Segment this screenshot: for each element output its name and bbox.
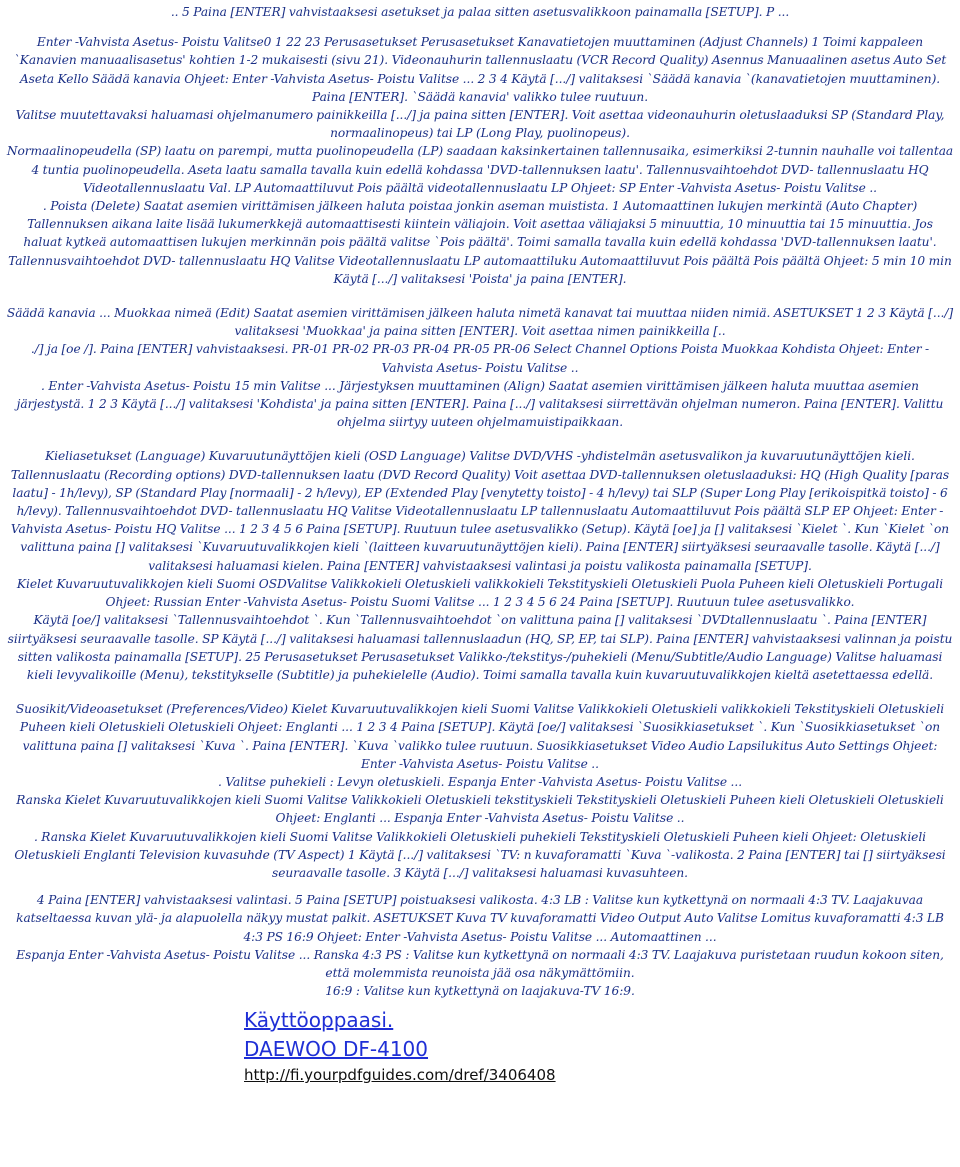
manual-title-link[interactable]: Käyttöoppaasi. <box>244 1008 394 1032</box>
paragraph-9: . Enter -Vahvista Asetus- Poistu 15 min Valitse ... Järjestyksen muuttaminen (Align) Saatat asemien virittämisen jälkeen haluta muuttaa asemien järjestystä. 1 2 3 Käytä [.../] valitaksesi 'Kohdista' ja paina sitten [ENTER]. Paina [.../] valitaksesi siirrettävän ohjelman numeron. Paina [ENTER]. Valittu ohjelma siirtyy uuteen ohjelmamuistipaikkaan. <box>16 378 944 430</box>
paragraph-8: ./] ja [oe /]. Paina [ENTER] vahvistaaksesi. PR-01 PR-02 PR-03 PR-04 PR-05 PR-06 Select Channel Options Poista Muokkaa Kohdista Ohjeet: Enter -Vahvista Asetus- Poistu Valitse .. <box>30 342 930 375</box>
paragraph-18: Espanja Enter -Vahvista Asetus- Poistu Valitse ... Ranska 4:3 PS : Valitse kun kytkettynä on normaali 4:3 TV. Laajakuva puristetaan ruudun kokoon siten, että molemmista reunoista jää osa näkymättömiin. <box>16 947 944 980</box>
paragraph-13: Suosikit/Videoasetukset (Preferences/Video) Kielet Kuvaruutuvalikkojen kieli Suomi Valitse Valikkokieli Oletuskieli valikkokieli Tekstityskieli Oletuskieli Puheen kieli Oletuskieli Oletuskieli Ohjeet: Englanti ... 1 2 3 4 Paina [SETUP]. Käytä [oe/] valitaksesi `Suosikkiasetukset `. Kun `Suosikkiasetukset `on valittuna paina [] valitaksesi `Kuva `. Paina [ENTER]. `Kuva `valikko tulee ruutuun. Suosikkiasetukset Video Audio Lapsilukitus Auto Settings Ohjeet: Enter -Vahvista Asetus- Poistu Valitse .. <box>15 702 945 771</box>
source-url-link[interactable]: http://fi.yourpdfguides.com/dref/3406408 <box>244 1066 556 1084</box>
paragraph-14: . Valitse puhekieli : Levyn oletuskieli. Espanja Enter -Vahvista Asetus- Poistu Valitse ... <box>217 774 743 789</box>
paragraph-1: .. 5 Paina [ENTER] vahvistaaksesi asetukset ja palaa sitten asetusvalikkoon painamalla [SETUP]. P ... <box>170 5 790 19</box>
paragraph-6: Tallennusvaihtoehdot DVD- tallennuslaatu HQ Valitse Videotallennuslaatu LP automaattiluku Automaattiluvut Pois päältä Pois päältä Ohjeet: 5 min 10 min Käytä [.../] valitaksesi 'Poista' ja paina [ENTER]. <box>8 253 952 286</box>
paragraph-17: 4 Paina [ENTER] vahvistaaksesi valintasi. 5 Paina [SETUP] poistuaksesi valikosta. 4:3 LB : Valitse kun kytkettynä on normaali 4:3 TV. Laajakuvaa katseltaessa kuvan ylä- ja alapuolella näkyy mustat palkit. ASETUKSET Kuva TV kuvaforamatti Video Output Auto Valitse Lomitus kuvaforamatti 4:3 LB 4:3 PS 16:9 Ohjeet: Enter -Vahvista Asetus- Poistu Valitse ... Automaattinen ... <box>16 893 944 944</box>
paragraph-16: . Ranska Kielet Kuvaruutuvalikkojen kieli Suomi Valitse Valikkokieli Oletuskieli puhekieli Tekstityskieli Oletuskieli Puheen kieli Ohjeet: Oletuskieli Oletuskieli Englanti Television kuvasuhde (TV Aspect) 1 Käytä [.../] valitaksesi `TV: n kuvaforamatti `Kuva `-valikosta. 2 Paina [ENTER] tai [] siirtyäksesi seuraavalle tasolle. 3 Käytä [.../] valitaksesi haluamasi kuvasuhteen. <box>14 829 946 880</box>
paragraph-12: Käytä [oe/] valitaksesi `Tallennusvaihtoehdot `. Kun `Tallennusvaihtoehdot `on valittuna paina [] valitaksesi `DVDtallennuslaatu `. Paina [ENTER] siirtyäksesi seuraavalle tasolle. SP Käytä [.../] valitaksesi haluamasi tallennuslaadun (HQ, SP, EP, tai SLP). Paina [ENTER] vahvistaaksesi valinnan ja poistu sitten valikosta painamalla [SETUP]. 25 Perusasetukset Perusasetukset Valikko-/tekstitys-/puhekieli (Menu/Subtitle/Audio Language) Valitse haluamasi kieli levyvalikoille (Menu), tekstitykselle (Subtitle) ja puhekielelle (Audio). Toimi samalla tavalla kuin kuvaruutuvalikkojen kieltä asetettaessa edellä. <box>7 613 953 682</box>
paragraph-15: Ranska Kielet Kuvaruutuvalikkojen kieli Suomi Valitse Valikkokieli Oletuskieli tekstityskieli Tekstityskieli Oletuskieli Puheen kieli Oletuskieli Oletuskieli Ohjeet: Englanti ... Espanja Enter -Vahvista Asetus- Poistu Valitse .. <box>16 793 944 826</box>
paragraph-11: Kielet Kuvaruutuvalikkojen kieli Suomi OSDValitse Valikkokieli Oletuskieli valikkokieli Tekstityskieli Oletuskieli Puola Puheen kieli Oletuskieli Portugali Ohjeet: Russian Enter -Vahvista Asetus- Poistu Suomi Valitse ... 1 2 3 4 5 6 24 Paina [SETUP]. Ruutuun tulee asetusvalikko. <box>16 576 944 610</box>
paragraph-7: Säädä kanavia ... Muokkaa nimeä (Edit) Saatat asemien virittämisen jälkeen haluta nimetä kanavat tai muuttaa niiden nimiä. ASETUKSET 1 2 3 Käytä [.../] valitaksesi 'Muokkaa' ja paina sitten [ENTER]. Voit asettaa nimen painikkeilla [.. <box>6 306 954 339</box>
model-link[interactable]: DAEWOO DF-4100 <box>244 1037 429 1061</box>
paragraph-19: 16:9 : Valitse kun kytkettynä on laajakuva-TV 16:9. <box>325 984 635 999</box>
paragraph-10: Kieliasetukset (Language) Kuvaruutunäyttöjen kieli (OSD Language) Valitse DVD/VHS -yhdistelmän asetusvalikon ja kuvaruutunäyttöjen kieli. Tallennuslaatu (Recording options) DVD-tallennuksen laatu (DVD Record Quality) Voit asettaa DVD-tallennuksen oletuslaaduksi: HQ (High Quality [paras laatu] - 1h/levy), SP (Standard Play [normaali] - 2 h/levy), EP (Extended Play [venytetty toisto] - 4 h/levy) tai SLP (Super Long Play [erikoispitkä toisto] - 6 h/levy). Tallennusvaihtoehdot DVD- tallennuslaatu HQ Valitse Videotallennuslaatu LP tallennuslaatu Automaattiluvut Pois päältä SLP EP Ohjeet: Enter -Vahvista Asetus- Poistu HQ Valitse ... 1 2 3 4 5 6 Paina [SETUP]. Ruutuun tulee asetusvalikko (Setup). Käytä [oe] ja [] valitaksesi `Kielet `. Kun `Kielet `on valittuna paina [] valitaksesi `Kuvaruutuvalikkojen kieli `(laitteen kuvaruutunäyttöjen kieli). Paina [ENTER] siirtyäksesi seuraavalle tasolle. Käytä [.../] valitaksesi haluamasi kielen. Paina [ENTER] vahvistaaksesi valintasi ja poistu valikosta painamalla [SETUP]. <box>10 449 950 573</box>
paragraph-3: Valitse muutettavaksi haluamasi ohjelmanumero painikkeilla [.../] ja paina sitten [ENTER]. Voit asettaa videonauhurin oletuslaaduksi SP (Standard Play, normaalinopeus) tai LP (Long Play, puolinopeus). <box>15 108 945 141</box>
paragraph-2: Enter -Vahvista Asetus- Poistu Valitse0 1 22 23 Perusasetukset Perusasetukset Kanavatietojen muuttaminen (Adjust Channels) 1 Toimi kappaleen `Kanavien manuaalisasetus' kohtien 1-2 mukaisesti (sivu 21). Videonauhurin tallennuslaatu (VCR Record Quality) Asennus Manuaalinen asetus Auto Set Aseta Kello Säädä kanavia Ohjeet: Enter -Vahvista Asetus- Poistu Valitse ... 2 3 4 Käytä [.../] valitaksesi `Säädä kanavia `(kanavatietojen muuttaminen). Paina [ENTER]. `Säädä kanavia' valikko tulee ruutuun. <box>13 35 947 104</box>
paragraph-5: . Poista (Delete) Saatat asemien virittämisen jälkeen haluta poistaa jonkin aseman muistista. 1 Automaattinen lukujen merkintä (Auto Chapter) Tallennuksen aikana laite lisää lukumerkkejä automaattisesti kiintein väliajoin. Voit asettaa väliajaksi 5 minuuttia, 10 minuuttia tai 15 minuuttia. Jos haluat kytkeä automaattisen lukujen merkinnän pois päältä valitse `Pois päältä'. Toimi samalla tavalla kuin edellä kohdassa 'DVD-tallennuksen laatu'. <box>23 199 937 250</box>
paragraph-4: Normaalinopeudella (SP) laatu on parempi, mutta puolinopeudella (LP) saadaan kaksinkertainen tallennusaika, esimerkiksi 2-tunnin nauhalle voi tallentaa 4 tuntia puolinopeudella. Aseta laatu samalla tavalla kuin edellä kohdassa 'DVD-tallennuksen laatu'. Tallennusvaihtoehdot DVD- tallennuslaatu HQ Videotallennuslaatu Val. LP Automaattiluvut Pois päältä videotallennuslaatu LP Ohjeet: SP Enter -Vahvista Asetus- Poistu Valitse .. <box>6 144 954 195</box>
footer-links <box>244 1006 944 1086</box>
